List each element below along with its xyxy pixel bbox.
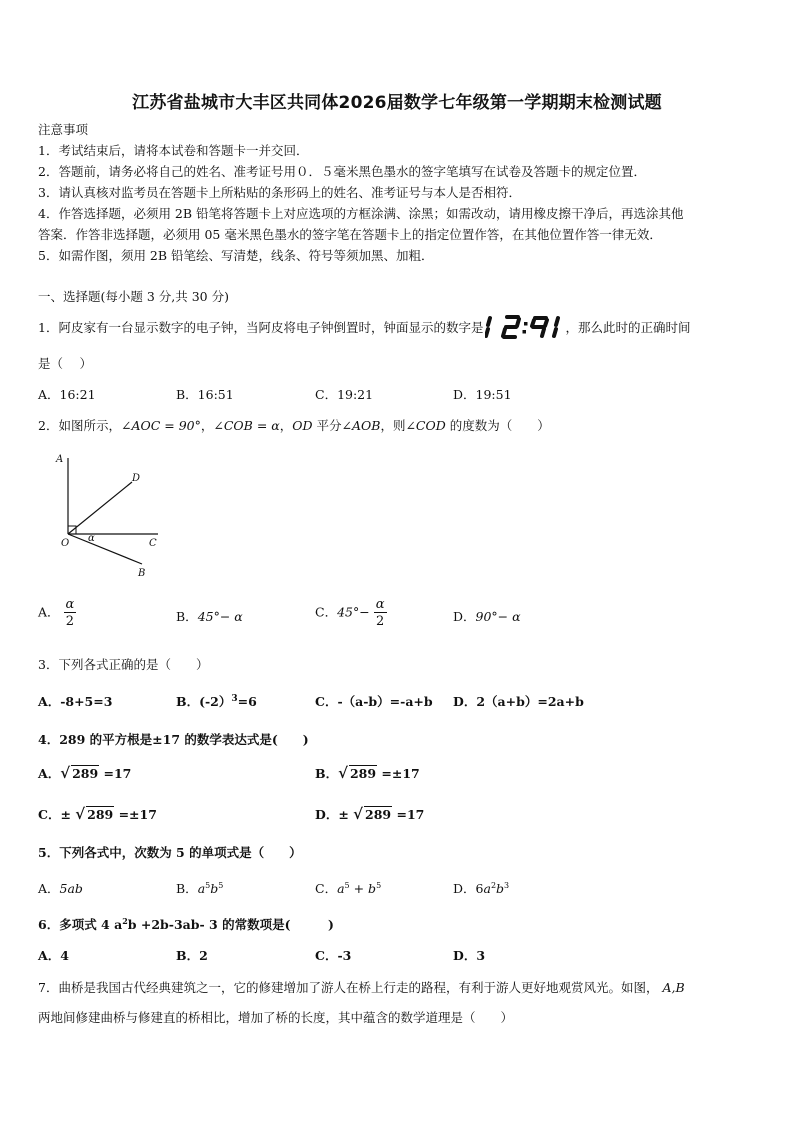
radicand: 289 [365, 807, 392, 822]
q3-option-b [176, 692, 257, 710]
question-2 [38, 416, 550, 434]
q3-option-b-result: =6 [237, 694, 257, 709]
q2-formula-2: ∠COB = α [213, 418, 280, 433]
q7-line-1: 7．曲桥是我国古代经典建筑之一，它的修建增加了游人在桥上行走的路程，有利于游人更好地观赏风光。如图， [38, 980, 659, 995]
q2-option-c [315, 598, 387, 628]
q3-option-c: C．-（a-b）=-a+b [315, 694, 433, 709]
q2-sep-4: ，则 [380, 418, 406, 433]
q5-option-a-label: A． [38, 881, 60, 896]
q5-option-d-label: D． [453, 881, 476, 896]
q6-option-a: A．4 [38, 948, 69, 963]
label-alpha: α [88, 533, 95, 544]
q2-option-c-label: C． [315, 604, 338, 620]
q4-option-a [38, 764, 131, 782]
q2-option-b [176, 607, 243, 625]
q5-b-exp-1: 5 [205, 880, 211, 890]
q4-option-a-post: =17 [99, 766, 132, 781]
q4-option-b [315, 764, 420, 782]
label-d: D [132, 473, 141, 484]
q4-option-d [315, 805, 424, 823]
q4-option-b-label: B． [315, 766, 339, 781]
q1-option-c: C．19:21 [315, 387, 374, 402]
q6-exponent: 2 [122, 915, 128, 926]
q5-d-exp-1: 2 [490, 880, 497, 890]
radical-sign: √ [353, 805, 364, 823]
q7-points-ab: A,B [662, 980, 685, 995]
q4-option-c-label: C． [38, 807, 61, 822]
q5-option-c-label: C． [315, 881, 338, 896]
fraction-denominator: 2 [64, 612, 77, 628]
q2-formula-1: ∠AOC = 90° [120, 418, 201, 433]
q6-option-c: C．-3 [315, 948, 352, 963]
radicand: 289 [72, 766, 99, 781]
q6-option-b: B．2 [176, 948, 208, 963]
note-item-4: 4．作答选择题，必须用 2B 铅笔将答题卡上对应选项的方框涂满、涂黑；如需改动，请用橡皮擦干净后，再选涂其他 [38, 206, 684, 221]
fraction-numerator: α [375, 597, 385, 612]
q2-option-a [38, 598, 76, 628]
q1-option-d: D．19:51 [453, 387, 512, 402]
label-o: O [61, 538, 70, 549]
radical-sign: √ [60, 764, 71, 782]
q5-c-base-1: a [337, 881, 345, 896]
q4-option-c-post: =±17 [114, 807, 157, 822]
radical-sign: √ [338, 764, 348, 782]
fraction-numerator: α [65, 597, 75, 612]
q4-option-a-label: A． [38, 766, 61, 781]
radicand: 289 [87, 807, 114, 822]
q6-text-post: b +2b-3ab- 3 的常数项是( ) [127, 917, 334, 932]
q5-c-base-2: b [368, 881, 377, 896]
question-4: 4．289 的平方根是±17 的数学表达式是( ) [38, 732, 309, 747]
ray-ob [68, 534, 142, 564]
q5-option-b-label: B． [176, 881, 198, 896]
q5-b-base-1: a [197, 881, 206, 896]
q5-option-b [176, 879, 223, 897]
q4-option-d-post: =17 [392, 807, 425, 822]
note-item-3: 3．请认真核对监考员在答题卡上所粘贴的条形码上的姓名、准考证号与本人是否相符． [38, 185, 521, 200]
q5-b-exp-2: 5 [218, 880, 224, 890]
q5-c-plus: + [349, 881, 369, 896]
q3-option-d: D．2（a+b）=2a+b [453, 694, 584, 709]
radical-sign: √ [75, 805, 86, 823]
q2-option-b-expr: 45°− α [197, 609, 243, 624]
fraction [374, 598, 387, 628]
q7-line-2: 两地间修建曲桥与修建直的桥相比，增加了桥的长度，其中蕴含的数学道理是（ ） [38, 1010, 514, 1025]
label-b: B [138, 568, 146, 579]
q3-option-a: A．-8+5=3 [38, 694, 113, 709]
fraction [64, 598, 77, 628]
q5-option-a [38, 879, 83, 897]
q2-option-d-expr: 90°− α [475, 609, 521, 624]
q5-option-d [453, 879, 509, 897]
q1-option-b: B．16:51 [176, 387, 234, 402]
q2-formula-5: ∠COD [405, 418, 446, 433]
q5-c-exp-1: 5 [344, 880, 350, 890]
section-heading: 一、选择题(每小题 3 分,共 30 分) [38, 289, 229, 304]
note-item-2: 2．答题前，请务必将自己的姓名、准考证号用０．５毫米黑色墨水的签字笔填写在试卷及答题卡的规定位置． [38, 164, 646, 179]
q4-option-d-pre: ± [338, 807, 354, 822]
q5-d-exp-2: 3 [504, 880, 510, 890]
q1-text-before: 1．阿皮家有一台显示数字的电子钟，当阿皮将电子钟倒置时，钟面显示的数字是 [38, 320, 484, 335]
q5-d-coefficient: 6 [475, 881, 484, 896]
q1-text-cont: 是（ ） [38, 356, 92, 371]
q2-sep-3: 平分 [312, 418, 342, 433]
q3-option-b-base: B．(-2） [176, 694, 232, 709]
q2-option-d [453, 607, 521, 625]
q2-number: 2．如图所示， [38, 418, 121, 433]
q5-d-base-1: a [483, 881, 491, 896]
q4-option-b-post: =±17 [377, 766, 420, 781]
question-7 [38, 978, 685, 996]
question-5: 5．下列各式中，次数为 5 的单项式是（ ） [38, 845, 302, 860]
q2-option-d-label: D． [453, 609, 476, 624]
clock-display-image [485, 314, 563, 343]
page-title: 江苏省盐城市大丰区共同体2026届数学七年级第一学期期末检测试题 [132, 93, 662, 113]
q2-sep-5: 的度数为（ ） [445, 418, 550, 433]
q4-option-c [38, 805, 157, 823]
question-1 [38, 314, 690, 343]
q2-formula-3: OD [292, 418, 313, 433]
angle-figure [50, 448, 170, 583]
q5-c-exp-2: 5 [376, 880, 382, 890]
q3-option-b-exponent: 3 [231, 693, 238, 704]
q6-option-d: D．3 [453, 948, 486, 963]
q2-formula-4: ∠AOB [341, 418, 381, 433]
question-3: 3．下列各式正确的是（ ） [38, 657, 209, 672]
label-c: C [149, 538, 157, 549]
radicand: 289 [349, 766, 377, 781]
q2-sep-2: ， [279, 418, 293, 433]
q6-text-pre: 6．多项式 4 a [38, 917, 123, 932]
question-6 [38, 915, 334, 933]
q2-option-c-expr: 45°− [337, 604, 370, 620]
fraction-denominator: 2 [374, 612, 387, 628]
q4-option-d-label: D． [315, 807, 339, 822]
q5-option-c [315, 879, 381, 897]
ray-od [68, 482, 132, 534]
q5-d-base-2: b [496, 881, 505, 896]
note-item-1: 1．考试结束后，请将本试卷和答题卡一并交回． [38, 143, 309, 158]
q4-option-c-pre: ± [60, 807, 76, 822]
q1-text-after: ，那么此时的正确时间 [565, 320, 691, 335]
q2-option-b-label: B． [176, 609, 198, 624]
label-a: A [56, 454, 64, 465]
q2-option-a-label: A． [38, 604, 60, 620]
q5-b-base-2: b [210, 881, 219, 896]
note-item-4-cont: 答案．作答非选择题，必须用 05 毫米黑色墨水的签字笔在答题卡上的指定位置作答，在其他位置作答一律无效． [38, 227, 662, 242]
q5-option-a-expr: 5ab [59, 881, 83, 896]
note-item-5: 5．如需作图，须用 2B 铅笔绘、写清楚，线条、符号等须加黑、加粗． [38, 248, 434, 263]
notes-heading: 注意事项 [38, 122, 89, 137]
q2-sep-1: ， [200, 418, 214, 433]
q1-option-a: A．16:21 [38, 387, 96, 402]
